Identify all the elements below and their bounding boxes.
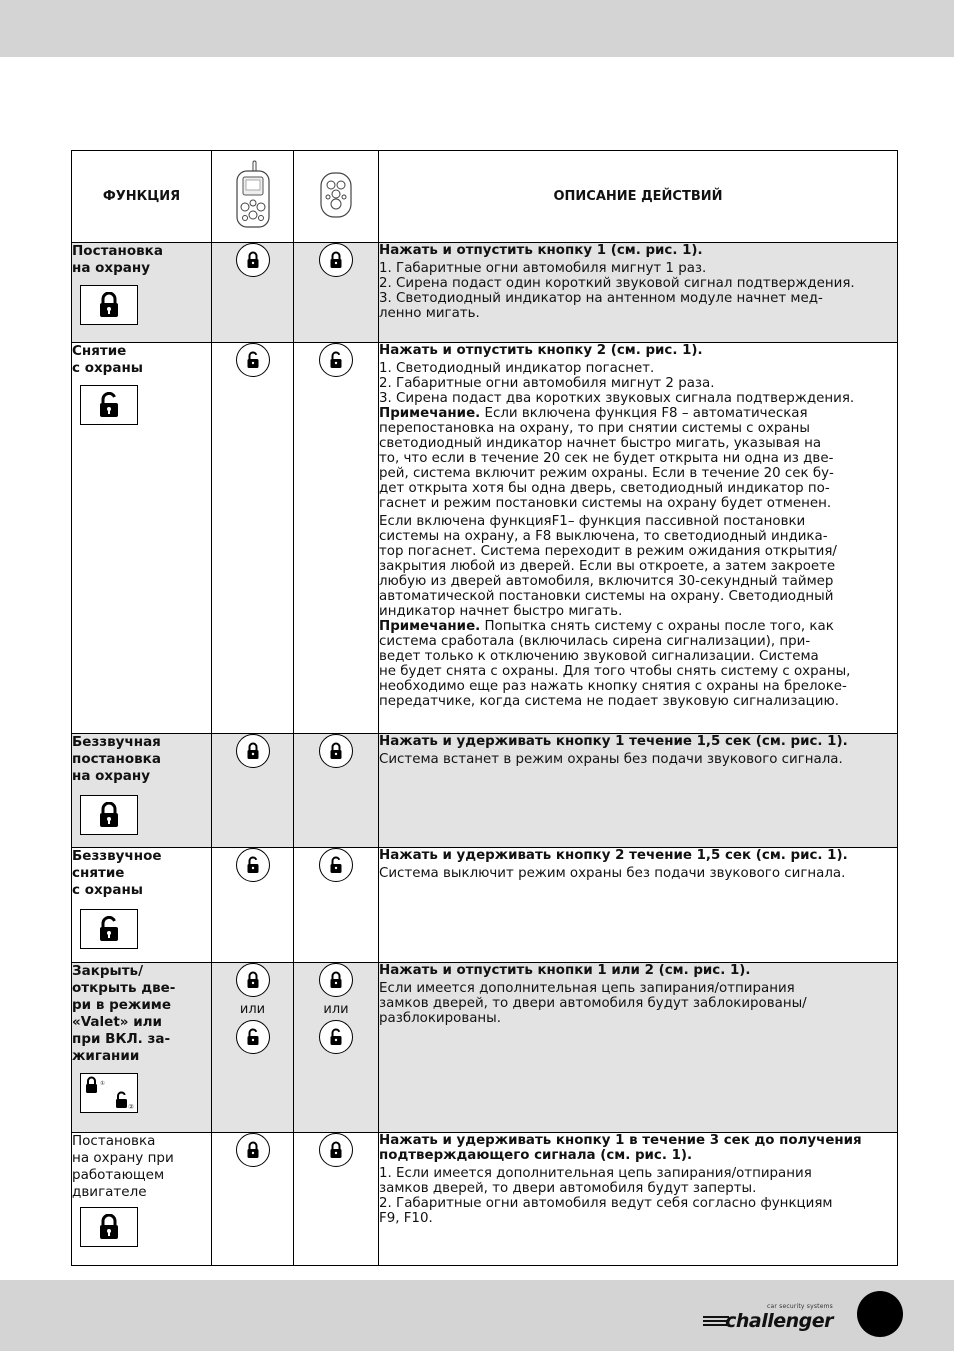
unlock-button-icon — [319, 343, 353, 377]
lock-open-icon — [80, 909, 138, 949]
fob2-button-cell — [294, 243, 379, 343]
unlock-button-icon — [236, 343, 270, 377]
lock-button-icon — [319, 963, 353, 997]
description-cell — [379, 734, 898, 848]
functions-table — [71, 150, 898, 1266]
function-cell — [72, 1133, 212, 1266]
header-function: ФУНКЦИЯ — [72, 151, 212, 243]
step-line: Система встанет в режим охраны без подачи звукового сигнала. — [379, 752, 843, 767]
fob2-button-cell — [294, 963, 379, 1133]
lock-button-icon — [236, 243, 270, 277]
description-cell — [379, 243, 898, 343]
description-cell — [379, 848, 898, 963]
brand-name: challenger — [725, 1310, 833, 1332]
lock-closed-icon — [80, 285, 138, 325]
step-line: 2. Габаритные огни автомобиля ведут себя согласно функциям F9, F10. — [379, 1196, 833, 1226]
note-text: Попытка снять систему с охраны после того, как система сработала (включилась сирена сигнализации), при- ведет только к отключению звуковой сигнализации. Система не будет снята с охраны. Для того чтобы снять систему с охраны, необходимо еще раз нажать кнопку снятия с охраны на брелоке- передатчике, когда система не подает звуковую сигнализацию. — [379, 619, 851, 709]
fob1-button-cell — [212, 1133, 294, 1266]
action-heading: Нажать и удерживать кнопку 2 течение 1,5 сек (см. рис. 1). — [379, 848, 848, 863]
fob2-button-cell — [294, 343, 379, 734]
table-row — [72, 243, 898, 343]
function-name: Закрыть/ открыть две- ри в режиме «Valet» или при ВКЛ. за- жигании — [72, 963, 176, 1064]
unlock-button-icon — [236, 1020, 270, 1054]
step-line: 2. Сирена подаст один короткий звуковой сигнал подтверждения. — [379, 276, 855, 291]
table-row — [72, 848, 898, 963]
lock-button-icon — [319, 243, 353, 277]
lock-open-icon — [80, 385, 138, 425]
unlock-button-icon — [319, 848, 353, 882]
step-line: 3. Сирена подаст два коротких звуковых сигнала подтверждения. — [379, 391, 855, 406]
fob1-button-cell — [212, 963, 294, 1133]
header-band — [0, 0, 954, 57]
table-row — [72, 1133, 898, 1266]
step-line: 1. Если имеется дополнительная цепь запирания/отпирания замков дверей, то двери автомобиля будут заперты. — [379, 1166, 812, 1196]
step-line: 3. Светодиодный индикатор на антенном модуле начнет мед- ленно мигать. — [379, 291, 823, 321]
svg-text:①: ① — [100, 1080, 106, 1087]
brand-logo — [703, 1303, 833, 1333]
function-cell — [72, 243, 212, 343]
function-cell — [72, 848, 212, 963]
action-heading: Нажать и удерживать кнопку 1 в течение 3 сек до получения подтверждающего сигнала (см. рис. 1). — [379, 1133, 862, 1163]
note-paragraph — [379, 406, 897, 511]
action-heading: Нажать и отпустить кнопку 1 (см. рис. 1). — [379, 243, 703, 258]
or-label: или — [239, 1002, 266, 1017]
note-text: Если включена функция F8 – автоматическая перепостановка на охрану, то при снятии системы с охраны светодиодный индикатор начнет быстро мигать, указывая на то, что если в течение 20 сек не будет открыта ни одна из две- рей, система включит режим охраны. Если в течение 20 сек бу- дет открыта хотя бы одна дверь, светодиодный индикатор по- гаснет и режим постановки системы на охрану будет отменен. — [379, 406, 834, 511]
header-fob2 — [294, 151, 379, 243]
info-paragraph: Если включена функцияF1– функция пассивной постановки системы на охрану, а F8 выключена, то светодиодный индика- тор погаснет. Система переходит в режим ожидания открытия/ закрытия любой из дверей. Если вы откроете, а затем закроете любую из дверей автомобиля, включится 30-секундный таймер автоматической постановки системы на охрану. Светодиодный индикатор начнет быстро мигать. — [379, 514, 837, 619]
step-line: Система выключит режим охраны без подачи звукового сигнала. — [379, 866, 846, 881]
step-line: 2. Габаритные огни автомобиля мигнут 2 раза. — [379, 376, 715, 391]
note-paragraph — [379, 619, 897, 709]
fob2-button-cell — [294, 734, 379, 848]
step-line: 1. Габаритные огни автомобиля мигнут 1 раз. — [379, 261, 707, 276]
fob1-button-cell — [212, 343, 294, 734]
step-line: 1. Светодиодный индикатор погаснет. — [379, 361, 655, 376]
action-heading: Нажать и удерживать кнопку 1 течение 1,5 сек (см. рис. 1). — [379, 734, 848, 749]
lock-closed-icon — [80, 795, 138, 835]
lock-button-icon — [236, 963, 270, 997]
description-cell — [379, 1133, 898, 1266]
svg-text:②: ② — [128, 1103, 134, 1111]
fob2-button-cell — [294, 1133, 379, 1266]
or-label: или — [323, 1002, 349, 1017]
fob2-button-cell — [294, 848, 379, 963]
function-name: Постановка на охрану — [72, 243, 163, 276]
note-label: Примечание. — [379, 619, 481, 634]
table-row — [72, 343, 898, 734]
function-name: Беззвучное снятие с охраны — [72, 848, 162, 898]
table-header — [72, 151, 898, 243]
unlock-button-icon — [236, 848, 270, 882]
lock-button-icon — [236, 1133, 270, 1167]
function-name: Постановка на охрану при работающем двигателе — [72, 1133, 174, 1200]
fob1-button-cell — [212, 734, 294, 848]
unlock-button-icon — [319, 1020, 353, 1054]
function-cell — [72, 963, 212, 1133]
note-label: Примечание. — [379, 406, 481, 421]
remote-fob-small-icon — [316, 167, 356, 223]
action-heading: Нажать и отпустить кнопку 2 (см. рис. 1). — [379, 343, 703, 358]
header-fob1 — [212, 151, 294, 243]
table-row — [72, 963, 898, 1133]
function-name: Беззвучная постановка на охрану — [72, 734, 161, 784]
lock-button-icon — [319, 734, 353, 768]
table-row — [72, 734, 898, 848]
fob1-button-cell — [212, 848, 294, 963]
fob1-button-cell — [212, 243, 294, 343]
header-description: ОПИСАНИЕ ДЕЙСТВИЙ — [379, 151, 898, 243]
step-line: Если имеется дополнительная цепь запирания/отпирания замков дверей, то двери автомобиля будут заблокированы/ разблокированы. — [379, 981, 807, 1026]
description-cell — [379, 343, 898, 734]
lock-closed-icon — [80, 1207, 138, 1247]
remote-fob-lcd-icon — [231, 159, 275, 231]
page-number-badge — [857, 1291, 903, 1337]
lock-button-icon — [319, 1133, 353, 1167]
action-heading: Нажать и отпустить кнопки 1 или 2 (см. рис. 1). — [379, 963, 751, 978]
lock-toggle-icon — [80, 1073, 138, 1113]
function-name: Снятие с охраны — [72, 343, 143, 376]
lock-button-icon — [236, 734, 270, 768]
function-cell — [72, 734, 212, 848]
function-cell — [72, 343, 212, 734]
brand-tagline: car security systems — [766, 1303, 833, 1310]
description-cell — [379, 963, 898, 1133]
